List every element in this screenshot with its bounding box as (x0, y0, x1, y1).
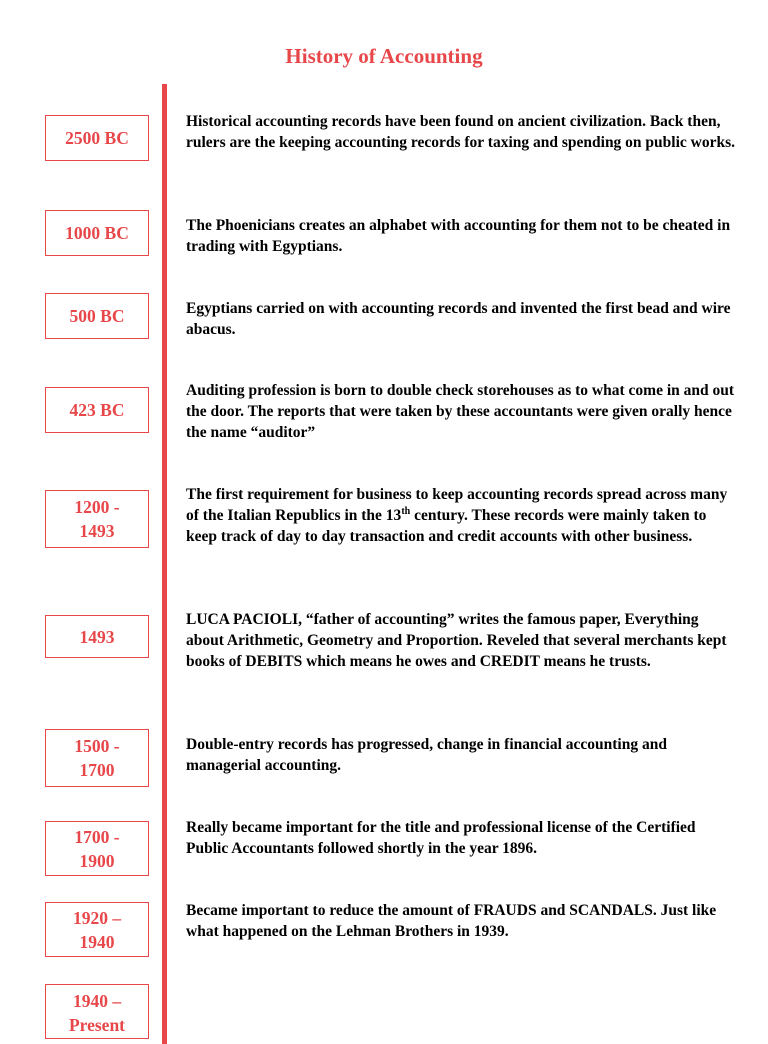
event-description: Auditing profession is born to double check storehouses as to what come in and out the door. The reports that were taken by these accountants were given orally hence the name “auditor” (186, 382, 735, 441)
event-description (186, 484, 736, 547)
event-description: Egyptians carried on with accounting records and invented the first bead and wire abacus. (186, 300, 731, 338)
date-label: 1493 (79, 626, 115, 647)
event-description: The Phoenicians creates an alphabet with accounting for them not to be cheated in trading with Egyptians. (186, 217, 731, 255)
date-box (45, 387, 149, 433)
date-box (45, 293, 149, 339)
date-box (45, 821, 149, 876)
date-label: 500 BC (69, 306, 125, 326)
date-box (45, 984, 149, 1039)
date-label-line1: 1700 - (74, 826, 120, 847)
event-description: Historical accounting records have been found on ancient civilization. Back then, rulers are the keeping accounting records for taxing and spending on public works. (186, 113, 736, 151)
date-label-line1: 1500 - (74, 736, 120, 756)
date-label-line1: 1920 – (72, 907, 122, 928)
date-label: 423 BC (69, 400, 125, 420)
date-label: 2500 BC (65, 128, 129, 148)
event-text-part: The first requirement for business to keep accounting records spread across many of the Italian Republics in the 13 (186, 486, 728, 524)
date-label-line2: Present (68, 1015, 126, 1035)
event-description: Really became important for the title and professional license of the Certified Public Accountants followed shortly in the year 1896. (186, 819, 696, 857)
date-label-line1: 1940 – (72, 991, 122, 1011)
date-label-line2: 1700 (79, 760, 115, 780)
date-box (45, 729, 149, 787)
date-box (45, 490, 149, 548)
date-box (45, 902, 149, 957)
date-box (45, 115, 149, 161)
date-box (45, 615, 149, 658)
date-label-line2: 1493 (79, 521, 115, 541)
event-description: Double-entry records has progressed, change in financial accounting and managerial accounting. (186, 736, 667, 774)
date-label-line2: 1900 (79, 850, 115, 871)
date-box (45, 210, 149, 256)
date-label: 1000 BC (65, 223, 129, 243)
date-label-line1: 1200 - (74, 497, 120, 517)
page-title: History of Accounting (285, 44, 483, 68)
event-description: Became important to reduce the amount of FRAUDS and SCANDALS. Just like what happened on the Lehman Brothers in 1939. (186, 902, 717, 940)
event-text-superscript: th (401, 505, 411, 517)
date-label-line2: 1940 (79, 931, 115, 952)
event-description: LUCA PACIOLI, “father of accounting” writes the famous paper, Everything about Arithmetic, Geometry and Proportion. Reveled that several merchants kept books of DEBITS which means he owes and CREDIT means he trusts. (186, 611, 727, 670)
event-text-part: century. These records were mainly taken to keep track of day to day transaction and credit accounts with other business. (186, 507, 707, 545)
timeline-line (162, 84, 167, 1044)
